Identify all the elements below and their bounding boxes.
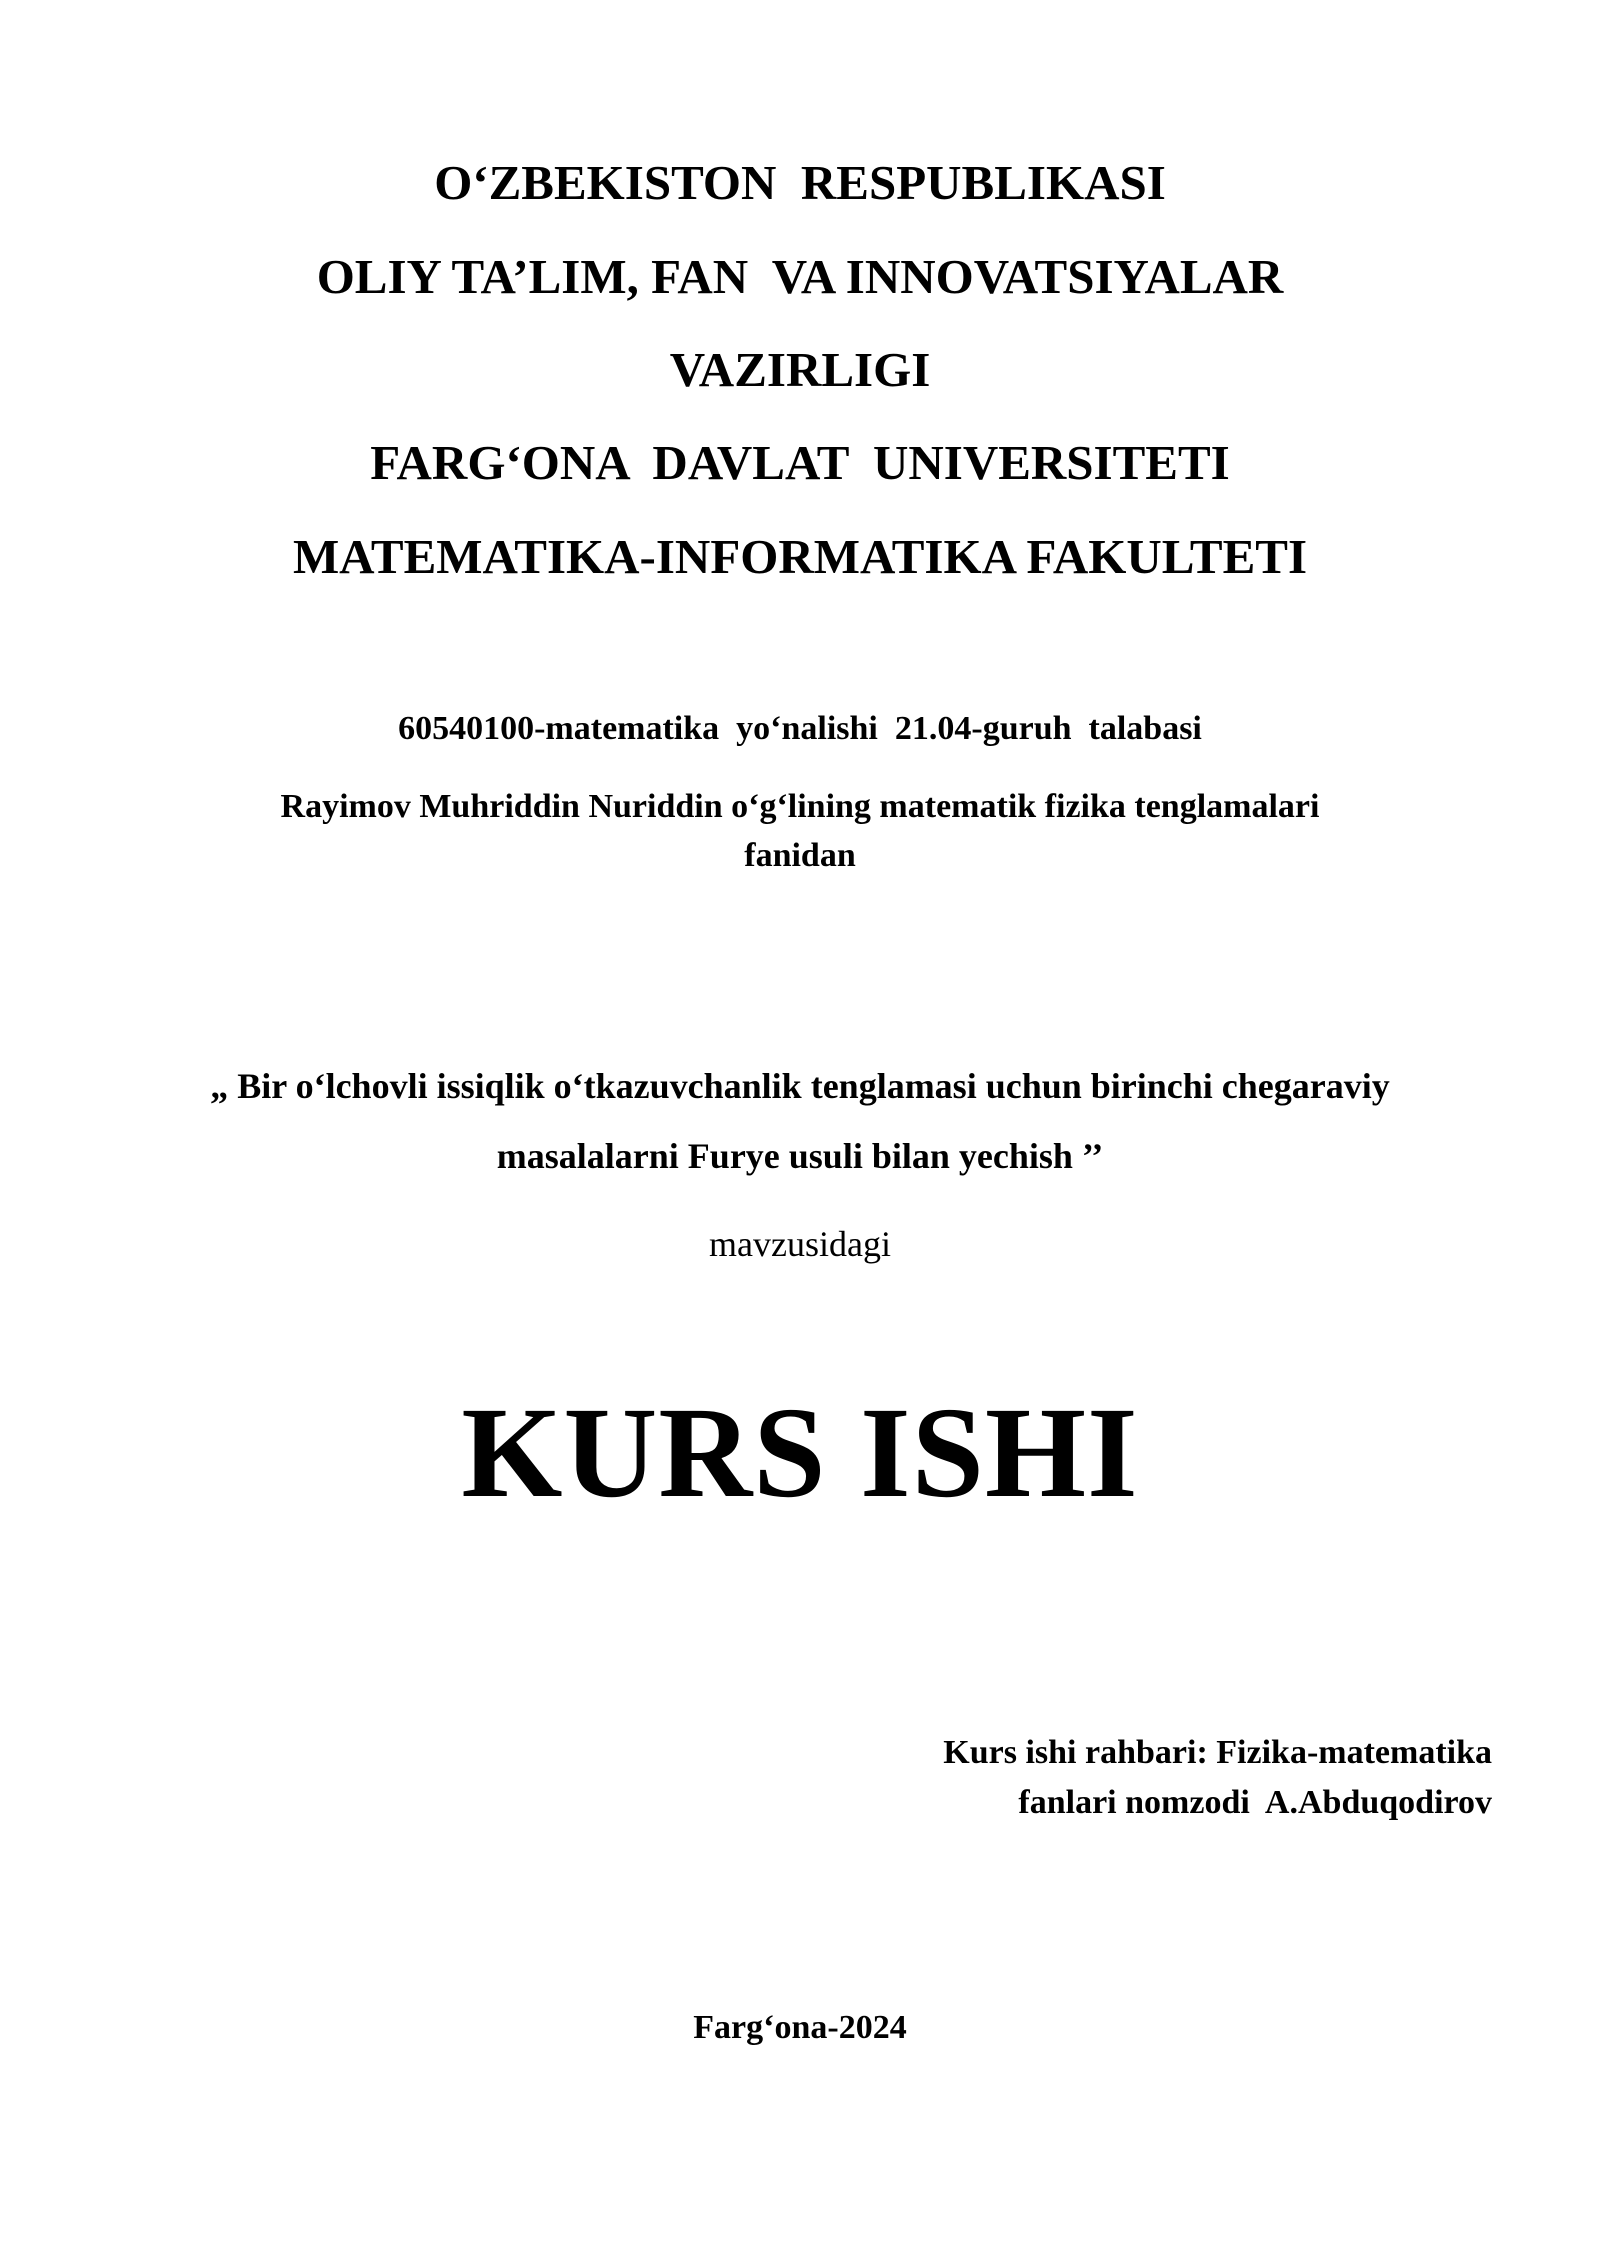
topic-line-1: „ Bir o‘lchovli issiqlik o‘tkazuvchanlik tenglamasi uchun birinchi chegaraviy: [210, 1066, 1390, 1106]
header-line-country: O‘ZBEKISTON RESPUBLIKASI: [434, 155, 1166, 210]
topic-suffix: mavzusidagi: [709, 1224, 891, 1264]
document-title: KURS ISHI: [461, 1381, 1139, 1525]
header-line-university: FARG‘ONA DAVLAT UNIVERSITETI: [370, 435, 1230, 490]
header-line-faculty: MATEMATIKA-INFORMATIKA FAKULTETI: [292, 529, 1308, 584]
supervisor-line-1: Kurs ishi rahbari: Fizika-matematika: [943, 1734, 1492, 1771]
student-program-line: 60540100-matematika yo‘nalishi 21.04-guruh talabasi: [398, 710, 1202, 747]
student-name-line: Rayimov Muhriddin Nuriddin o‘g‘lining matematik fizika tenglamalari: [280, 788, 1320, 825]
city-year: Farg‘ona-2024: [693, 2009, 907, 2046]
supervisor-line-2: fanlari nomzodi A.Abduqodirov: [1018, 1784, 1492, 1821]
student-subject-line: fanidan: [744, 837, 856, 874]
header-line-ministry-cont: VAZIRLIGI: [669, 342, 931, 397]
header-line-ministry: OLIY TA’LIM, FAN VA INNOVATSIYALAR: [316, 249, 1284, 304]
topic-line-2: masalalarni Furye usuli bilan yechish ’’: [496, 1136, 1104, 1176]
